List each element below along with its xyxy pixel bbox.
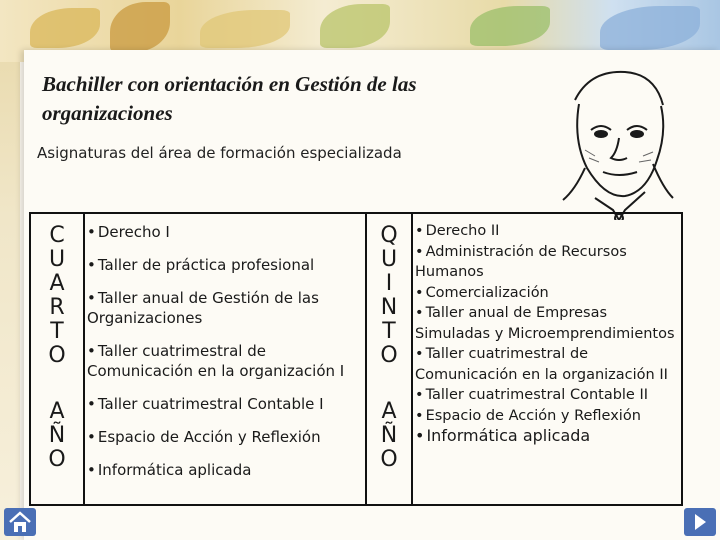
label-letter: Q	[380, 223, 398, 248]
decorative-left-stripe	[0, 0, 20, 540]
label-letter: U	[380, 247, 398, 272]
list-item: • Taller cuatrimestral de Comunicación en la organización I	[87, 341, 359, 381]
label-letter: A	[49, 271, 65, 296]
label-letter: T	[50, 319, 64, 344]
cuarto-ano-label-cell	[30, 213, 84, 505]
label-letter: R	[49, 295, 65, 320]
label-letter: O	[380, 343, 398, 368]
ano-label	[367, 400, 411, 472]
list-item: • Espacio de Acción y Reflexión	[415, 406, 675, 427]
list-item: • Taller anual de Gestión de las Organizaciones	[87, 288, 359, 328]
list-item: • Derecho I	[87, 222, 359, 242]
label-letter: N	[380, 295, 398, 320]
label-letter: A	[49, 399, 65, 424]
label-letter: Ñ	[380, 423, 398, 448]
label-letter: Ñ	[48, 423, 66, 448]
label-letter: O	[48, 343, 66, 368]
list-item: • Taller de práctica profesional	[87, 255, 359, 275]
portrait-sketch-icon	[555, 60, 675, 220]
subjects-table	[29, 212, 683, 506]
list-item: • Taller cuatrimestral Contable II	[415, 385, 675, 406]
list-item: • Taller cuatrimestral Contable I	[87, 394, 359, 414]
label-letter: T	[382, 319, 396, 344]
label-letter: I	[385, 271, 393, 296]
list-item: • Comercialización	[415, 283, 675, 304]
list-item: • Espacio de Acción y Reflexión	[87, 427, 359, 447]
list-item: • Taller cuatrimestral de Comunicación en la organización II	[415, 344, 675, 385]
label-letter: C	[49, 223, 65, 248]
list-item: • Administración de Recursos Humanos	[415, 242, 675, 283]
list-item: • Derecho II	[415, 221, 675, 242]
page-title: Bachiller con orientación en Gestión de las organizaciones	[42, 72, 417, 125]
cuarto-label	[31, 224, 83, 368]
quinto-ano-label-cell	[366, 213, 412, 505]
list-item: • Informática aplicada	[415, 426, 675, 447]
page-subtitle: Asignaturas del área de formación especializada	[37, 144, 402, 162]
quinto-label	[367, 224, 411, 368]
label-letter: U	[48, 247, 66, 272]
next-slide-icon[interactable]	[684, 508, 716, 536]
label-letter: A	[381, 399, 397, 424]
list-item: • Informática aplicada	[87, 460, 359, 480]
cuarto-subjects-cell	[84, 213, 366, 505]
home-icon[interactable]	[4, 508, 36, 536]
quinto-subject-list	[413, 214, 681, 447]
ano-label	[31, 400, 83, 472]
label-letter: O	[380, 447, 398, 472]
cuarto-subject-list	[85, 214, 365, 480]
list-item: • Taller anual de Empresas Simuladas y Microemprendimientos	[415, 303, 675, 344]
quinto-subjects-cell	[412, 213, 682, 505]
label-letter: O	[48, 447, 66, 472]
